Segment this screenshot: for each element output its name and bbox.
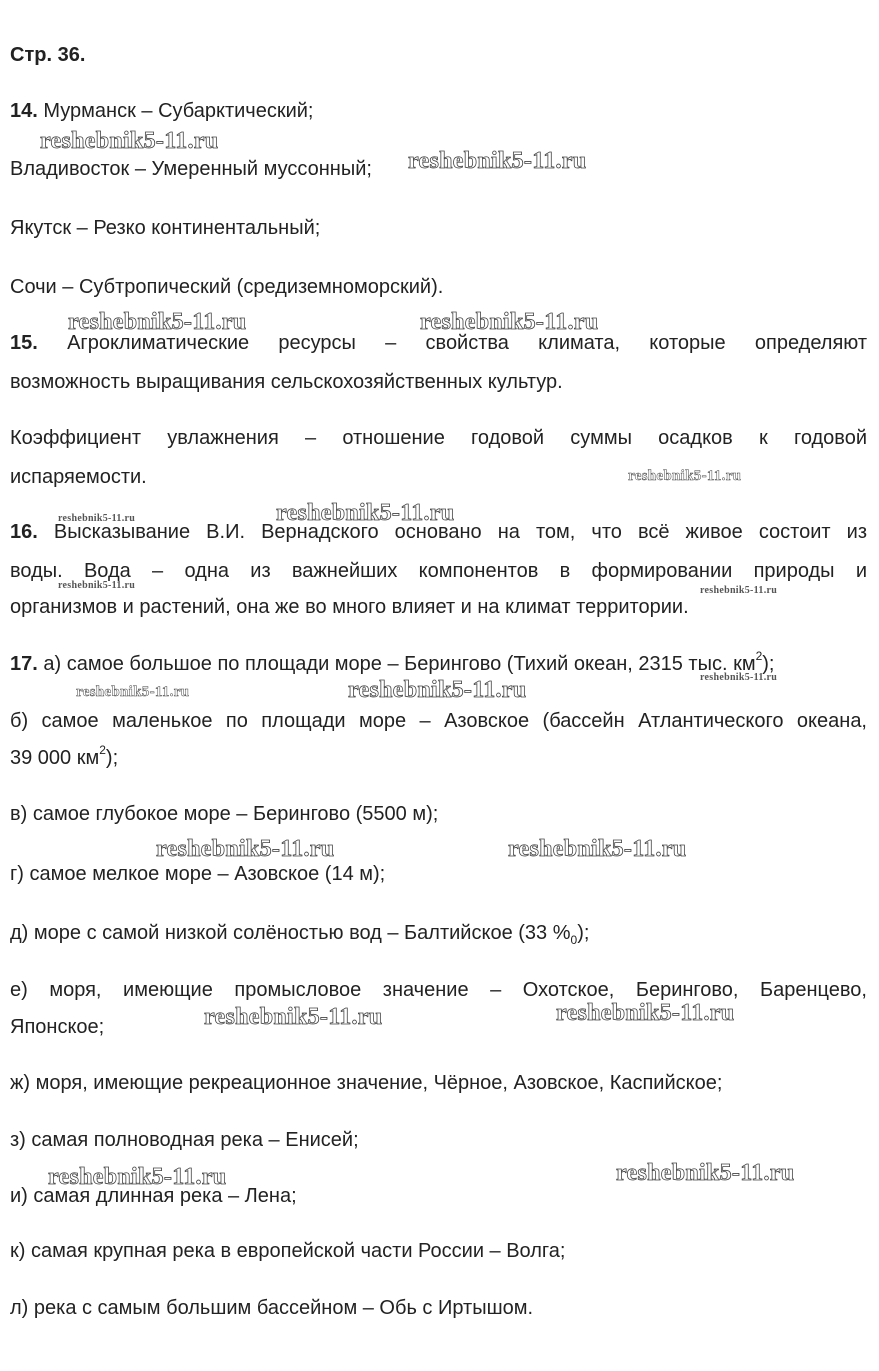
q17-item-v: в) самое глубокое море – Берингово (5500 м); <box>10 803 439 825</box>
q17-item-zh: ж) моря, имеющие рекреационное значение, Чёрное, Азовское, Каспийское; <box>10 1072 723 1094</box>
q17-item-e-line-2: Японское; <box>10 1016 105 1038</box>
watermark: reshebnik5-11.ru <box>628 468 742 484</box>
q15-line-3: Коэффициент увлажнения – отношение годовой суммы осадков к годовой <box>10 427 867 449</box>
q17-item-a: 17. а) самое большое по площади море – Берингово (Тихий океан, 2315 тыс. $км^2$); <box>10 649 775 675</box>
q14-line-4: Сочи – Субтропический (средиземноморский). <box>10 276 444 298</box>
watermark: reshebnik5-11.ru <box>276 500 455 526</box>
q17-item-k: к) самая крупная река в европейской части России – Волга; <box>10 1240 566 1262</box>
watermark: reshebnik5-11.ru <box>700 672 778 683</box>
watermark: reshebnik5-11.ru <box>40 128 219 154</box>
q17-item-d: д) море с самой низкой солёностью вод – Балтийское (33 $\%_0$); <box>10 922 590 947</box>
watermark: reshebnik5-11.ru <box>156 836 335 862</box>
watermark: reshebnik5-11.ru <box>700 585 778 596</box>
q14-line-2: Владивосток – Умеренный муссонный; <box>10 158 372 180</box>
watermark: reshebnik5-11.ru <box>48 1164 227 1190</box>
q17-item-b-line-1: б) самое маленькое по площади море – Азовское (бассейн Атлантического океана, <box>10 710 867 732</box>
q15-line-1: 15. Агроклиматические ресурсы – свойства климата, которые определяют <box>10 332 867 354</box>
watermark: reshebnik5-11.ru <box>76 684 190 700</box>
q14-number: 14. <box>10 100 38 122</box>
q16-line-2: воды. Вода – одна из важнейших компонентов в формировании природы и <box>10 560 867 582</box>
q16-line-1: 16. Высказывание В.И. Вернадского основано на том, что всё живое состоит из <box>10 521 867 543</box>
watermark: reshebnik5-11.ru <box>420 309 599 335</box>
q17-item-l: л) река с самым большим бассейном – Обь с Иртышом. <box>10 1297 534 1319</box>
q15-line-4: испаряемости. <box>10 466 147 488</box>
watermark: reshebnik5-11.ru <box>616 1160 795 1186</box>
q17-item-g: г) самое мелкое море – Азовское (14 м); <box>10 863 386 885</box>
q17-item-i: и) самая длинная река – Лена; <box>10 1185 297 1207</box>
q15-number: 15. <box>10 332 38 354</box>
q17-item-e-line-1: е) моря, имеющие промысловое значение – Охотское, Берингово, Баренцево, <box>10 979 867 1001</box>
q17-item-z: з) самая полноводная река – Енисей; <box>10 1129 359 1151</box>
watermark: reshebnik5-11.ru <box>58 513 136 524</box>
watermark: reshebnik5-11.ru <box>58 580 136 591</box>
q16-number: 16. <box>10 521 38 543</box>
watermark: reshebnik5-11.ru <box>68 309 247 335</box>
watermark: reshebnik5-11.ru <box>508 836 687 862</box>
watermark: reshebnik5-11.ru <box>556 1000 735 1026</box>
q17-item-b-line-2: 39 000 $км^2$); <box>10 743 119 769</box>
q15-line-2: возможность выращивания сельскохозяйственных культур. <box>10 371 563 393</box>
page-header: Стр. 36. <box>10 44 86 66</box>
q17-number: 17. <box>10 653 38 675</box>
watermark: reshebnik5-11.ru <box>204 1004 383 1030</box>
watermark: reshebnik5-11.ru <box>408 148 587 174</box>
q16-line-3: организмов и растений, она же во много влияет и на климат территории. <box>10 596 689 618</box>
q14-line-3: Якутск – Резко континентальный; <box>10 217 321 239</box>
q14-line-1: 14. Мурманск – Субарктический; <box>10 100 314 122</box>
watermark: reshebnik5-11.ru <box>348 677 527 703</box>
